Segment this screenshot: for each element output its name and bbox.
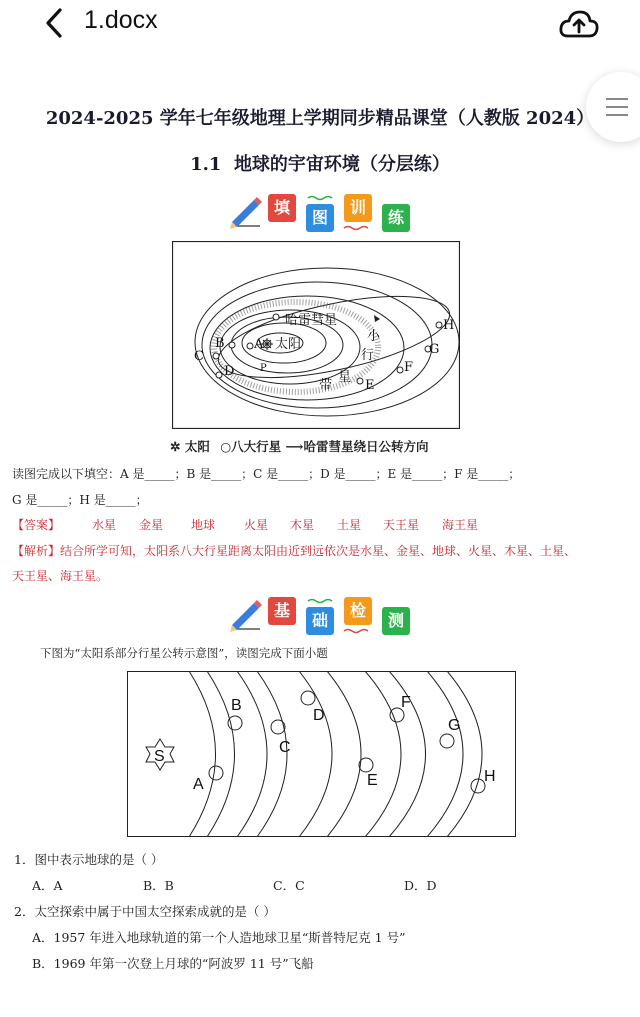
back-arrow-icon[interactable]	[38, 6, 72, 40]
solar-system-diagram	[172, 241, 460, 429]
analysis-text: 结合所学可知，太阳系八大行星距离太阳由近到远依次是水星、金星、地球、火星、木星、土星、	[60, 544, 577, 558]
label-g: G	[448, 717, 461, 734]
label-f: F	[401, 694, 411, 711]
figure-intro: 下图为“太阳系部分行星公转示意图”，读图完成下面小题	[40, 646, 328, 660]
comet-marker	[273, 314, 279, 320]
answer-item: 海王星	[442, 518, 479, 532]
label-b: B	[215, 336, 225, 351]
label-b: B	[231, 697, 242, 714]
answer-row	[12, 516, 479, 533]
section-number: 1.1	[190, 154, 222, 175]
question-line: G 是_____；H 是_____；	[12, 493, 148, 507]
analysis-line: 天王星、海王星。	[12, 569, 109, 583]
label-p: P	[260, 363, 267, 374]
label-a: A	[193, 776, 204, 793]
option-a[interactable]: A．1957 年进入地球轨道的第一个人造地球卫星“斯普特尼克 1 号”	[32, 930, 406, 945]
answer-item: 地球	[191, 518, 216, 532]
label-e: E	[365, 378, 375, 393]
option-b[interactable]: B．1969 年第一次登上月球的“阿波罗 11 号”飞船	[32, 956, 314, 971]
option-d[interactable]: D．D	[404, 878, 437, 893]
label-c: C	[194, 349, 204, 364]
option-b[interactable]: B．B	[143, 878, 174, 893]
banner-tile: 基	[268, 597, 296, 625]
document-title: 2024-2025 学年七年级地理上学期同步精品课堂（人教版 2024）	[45, 108, 595, 129]
answer-item: 土星	[337, 518, 362, 532]
legend-sun: 太阳	[184, 439, 210, 454]
banner-squiggles	[226, 593, 416, 637]
question-1: 1．图中表示地球的是（ ）	[14, 852, 164, 867]
answer-label: 【答案】	[12, 518, 61, 532]
label-g: G	[429, 342, 440, 357]
arrow-legend-icon: ⟶	[285, 439, 304, 454]
file-name: 1.docx	[84, 6, 158, 34]
banner-basic-check	[226, 593, 416, 637]
option-a[interactable]: A．A	[32, 878, 63, 893]
top-bar	[0, 0, 640, 48]
label-d: D	[313, 707, 325, 724]
label-asteroid-1: 小	[367, 329, 381, 344]
planet-marker	[397, 367, 403, 373]
banner-tile: 检	[344, 597, 372, 625]
answer-item: 金星	[139, 518, 164, 532]
answer-item: 水星	[92, 518, 117, 532]
answer-item: 天王星	[383, 518, 420, 532]
label-asteroid-4: 星	[338, 370, 352, 385]
question-2: 2．太空探索中属于中国太空探索成就的是（ ）	[14, 904, 276, 919]
menu-line	[606, 98, 628, 100]
planet-marker	[229, 342, 235, 348]
label-e: E	[367, 772, 378, 789]
label-h: H	[443, 318, 455, 333]
answer-item: 火星	[244, 518, 269, 532]
figure-legend	[170, 437, 428, 455]
banner-tile: 图	[306, 204, 334, 232]
planet-marker	[436, 322, 442, 328]
label-asteroid-2: 行	[361, 348, 375, 363]
label-d: D	[224, 364, 235, 379]
label-a: A	[254, 337, 264, 352]
question-line: 读图完成以下填空：A 是_____；B 是_____；C 是_____；D 是_____；E 是_____；F 是_____；	[12, 467, 521, 481]
legend-planets: 八大行星	[231, 439, 282, 454]
sun-legend-icon: ✲	[170, 439, 181, 454]
planet-marker	[216, 372, 222, 378]
banner-tile: 础	[306, 607, 334, 635]
answer-item: 木星	[290, 518, 315, 532]
label-h: H	[484, 768, 496, 785]
analysis-label: 【解析】	[12, 544, 61, 558]
analysis-line	[12, 542, 576, 559]
planet-marker	[213, 353, 219, 359]
banner-tile: 测	[382, 607, 410, 635]
planet-marker	[247, 343, 253, 349]
label-sun: 太阳	[275, 337, 302, 352]
cloud-upload-icon[interactable]	[558, 4, 600, 44]
banner-squiggles	[226, 190, 416, 234]
label-s: S	[154, 748, 165, 765]
label-c: C	[279, 739, 291, 756]
label-comet: 哈雷彗星	[285, 313, 338, 328]
banner-fill-map	[226, 190, 416, 234]
planet-legend-icon: ○	[220, 439, 232, 454]
banner-tile: 练	[382, 204, 410, 232]
label-asteroid-3: 带	[319, 378, 333, 393]
option-c[interactable]: C．C	[273, 878, 305, 893]
planet-orbit-diagram	[127, 671, 516, 837]
section-title	[0, 150, 640, 176]
section-name: 地球的宇宙环境（分层练）	[233, 154, 450, 175]
legend-comet: 哈雷彗星绕日公转方向	[303, 439, 429, 454]
banner-tile: 填	[268, 194, 296, 222]
planet-marker	[357, 378, 363, 384]
label-f: F	[404, 360, 414, 375]
banner-tile: 训	[344, 194, 372, 222]
